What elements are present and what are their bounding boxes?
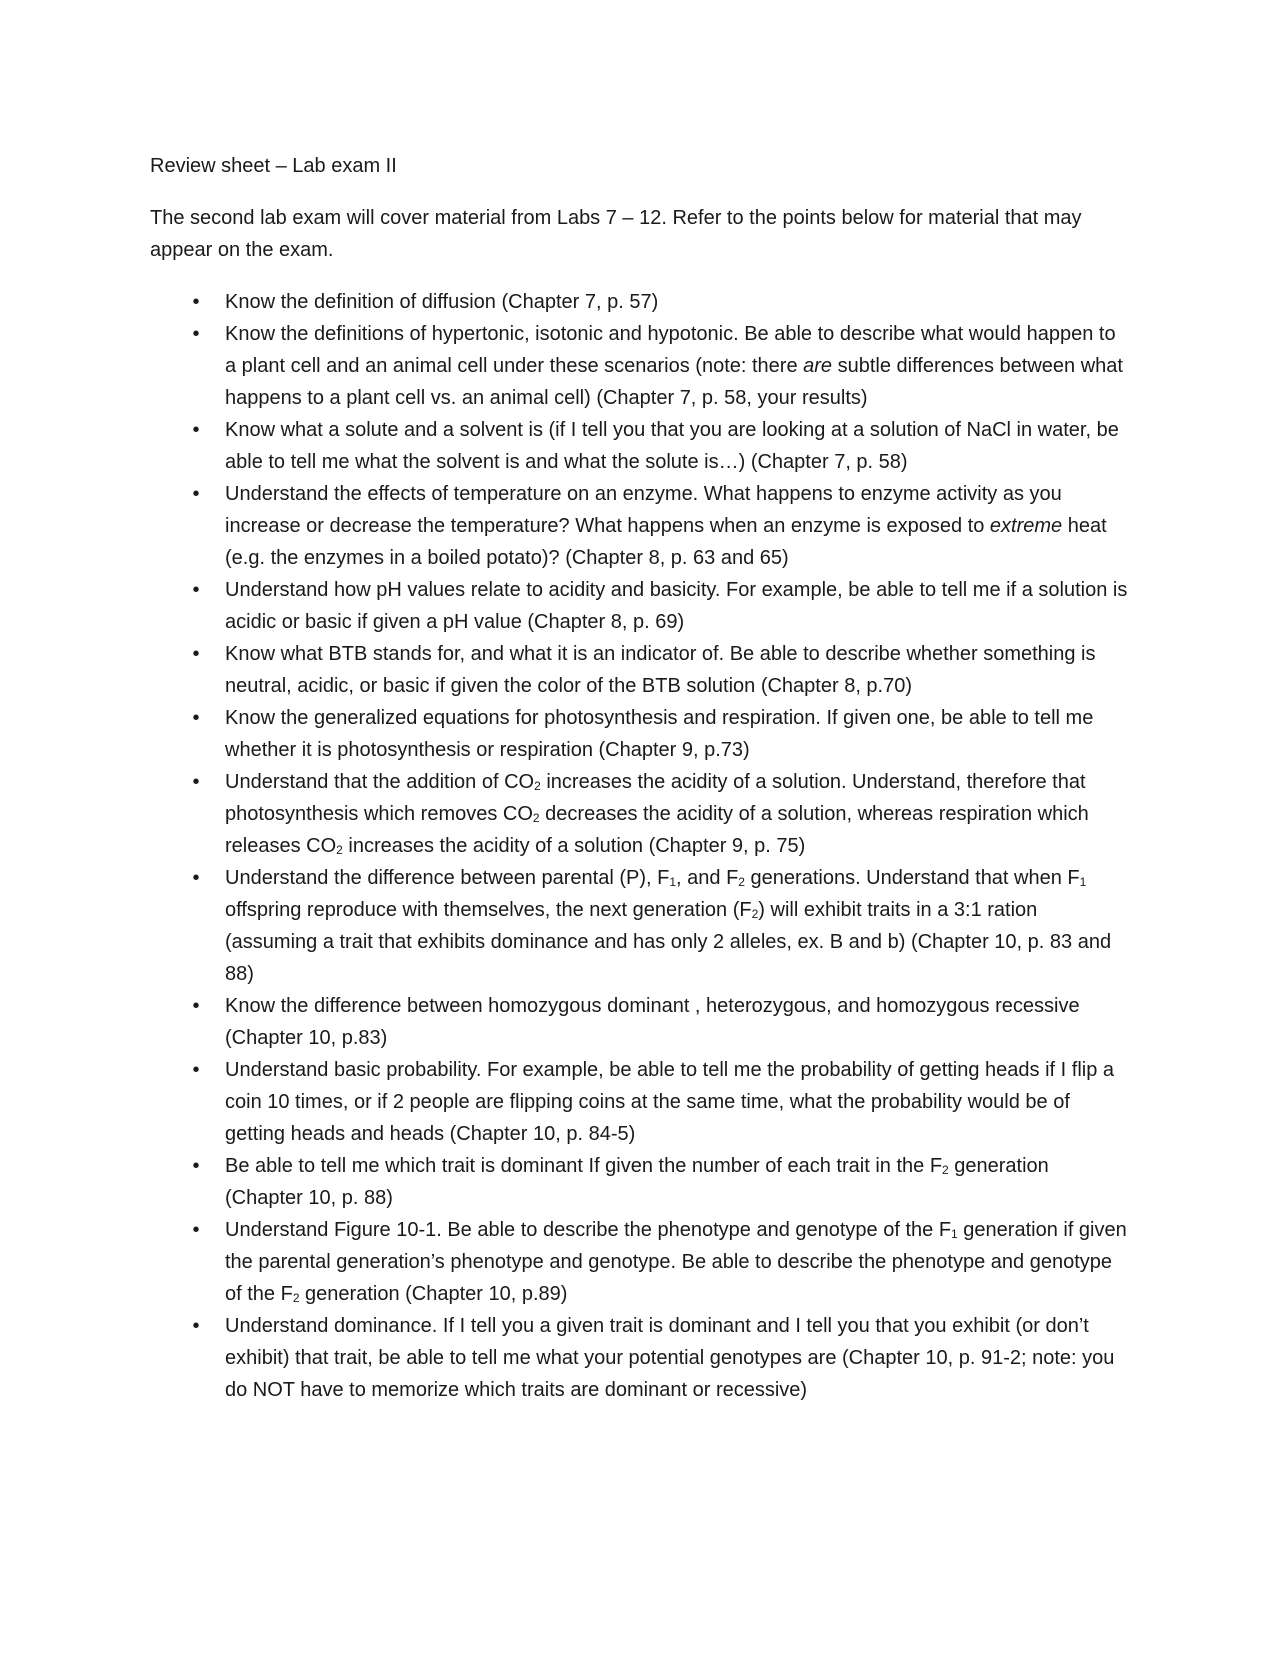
subscript: 2 [738,875,745,889]
bullet-icon: • [192,643,200,665]
emphasis-text: extreme [989,515,1063,537]
subscript: 2 [751,907,759,921]
bullet-icon: • [192,995,200,1017]
bullet-icon: • [192,771,200,793]
list-item: • Understand Figure 10-1. Be able to describe the phenotype and genotype of the $F_1$ generation if given the parental generation’s phenotype and genotype. Be able to describe the phenotype and genotype of the $F_2$ generation (Chapter 10, p.89) [150,1214,1130,1310]
bullet-icon: • [192,1059,200,1081]
bullet-icon: • [192,1219,200,1241]
bullet-icon: • [192,579,200,601]
list-item: • Understand that the addition of $CO_2$ increases the acidity of a solution. Understand, therefore that photosynthesis which removes $CO_2$ decreases the acidity of a solution, whereas respiration which releases $CO_2$ increases the acidity of a solution (Chapter 9, p. 75) [150,766,1130,862]
subscript: 2 [532,811,540,825]
list-item: • Understand how pH values relate to acidity and basicity. For example, be able to tell me if a solution is acidic or basic if given a pH value (Chapter 8, p. 69) [150,574,1130,638]
list-item: • Understand the difference between parental (P), $F_1$, and $F_2$ generations. Understand that when $F_1$ offspring reproduce with themselves, the next generation $(F_2)$ will exhibit traits in a 3:1 ration (assuming a trait that exhibits dominance and has only 2 alleles, ex. B and b) (Chapter 10, p. 83 and 88) [150,862,1130,990]
bullet-icon: • [192,291,200,313]
bullet-icon: • [192,1315,200,1337]
bullet-icon: • [192,483,200,505]
list-item: • Know what BTB stands for, and what it is an indicator of. Be able to describe whether something is neutral, acidic, or basic if given the color of the BTB solution (Chapter 8, p.70) [150,638,1130,702]
list-item: • Know the difference between homozygous dominant , heterozygous, and homozygous recessive (Chapter 10, p.83) [150,990,1130,1054]
list-item: • Understand the effects of temperature on an enzyme. What happens to enzyme activity as you increase or decrease the temperature? What happens when an enzyme is exposed to extreme heat (e.g. the enzymes in a boiled potato)? (Chapter 8, p. 63 and 65) [150,478,1130,574]
subscript: 1 [951,1227,958,1241]
bullet-icon: • [192,323,200,345]
list-item: • Be able to tell me which trait is dominant If given the number of each trait in the $F_2$ generation (Chapter 10, p. 88) [150,1150,1130,1214]
subscript: 2 [942,1163,949,1177]
review-points-list [150,286,1130,1406]
subscript: 2 [292,1291,300,1305]
emphasis-text: are [803,355,833,377]
list-item: • Understand dominance. If I tell you a given trait is dominant and I tell you that you exhibit (or don’t exhibit) that trait, be able to tell me what your potential genotypes are (Chapter 10, p. 91-2; note: you do NOT have to memorize which traits are dominant or recessive) [150,1310,1130,1406]
list-item: • Know the definitions of hypertonic, isotonic and hypotonic. Be able to describe what would happen to a plant cell and an animal cell under these scenarios (note: there are subtle differences between what happens to a plant cell vs. an animal cell) (Chapter 7, p. 58, your results) [150,318,1130,414]
document-body [150,150,1130,1406]
bullet-icon: • [192,867,200,889]
bullet-icon: • [192,707,200,729]
list-item: • Know the definition of diffusion (Chapter 7, p. 57) [150,286,1130,318]
list-item: • Know the generalized equations for photosynthesis and respiration. If given one, be able to tell me whether it is photosynthesis or respiration (Chapter 9, p.73) [150,702,1130,766]
subscript: 2 [336,843,343,857]
subscript: 1 [1079,875,1087,889]
subscript: 1 [669,875,677,889]
document-title: Review sheet – Lab exam II [150,155,397,177]
bullet-icon: • [192,1155,200,1177]
list-item: • Know what a solute and a solvent is (if I tell you that you are looking at a solution of NaCl in water, be able to tell me what the solvent is and what the solute is…) (Chapter 7, p. 58) [150,414,1130,478]
list-item: • Understand basic probability. For example, be able to tell me the probability of getting heads if I flip a coin 10 times, or if 2 people are flipping coins at the same time, what the probability would be of getting heads and heads (Chapter 10, p. 84-5) [150,1054,1130,1150]
bullet-icon: • [192,419,200,441]
subscript: 2 [534,779,541,793]
intro-paragraph: The second lab exam will cover material from Labs 7 – 12. Refer to the points below for material that may appear on the exam. [150,207,1082,261]
